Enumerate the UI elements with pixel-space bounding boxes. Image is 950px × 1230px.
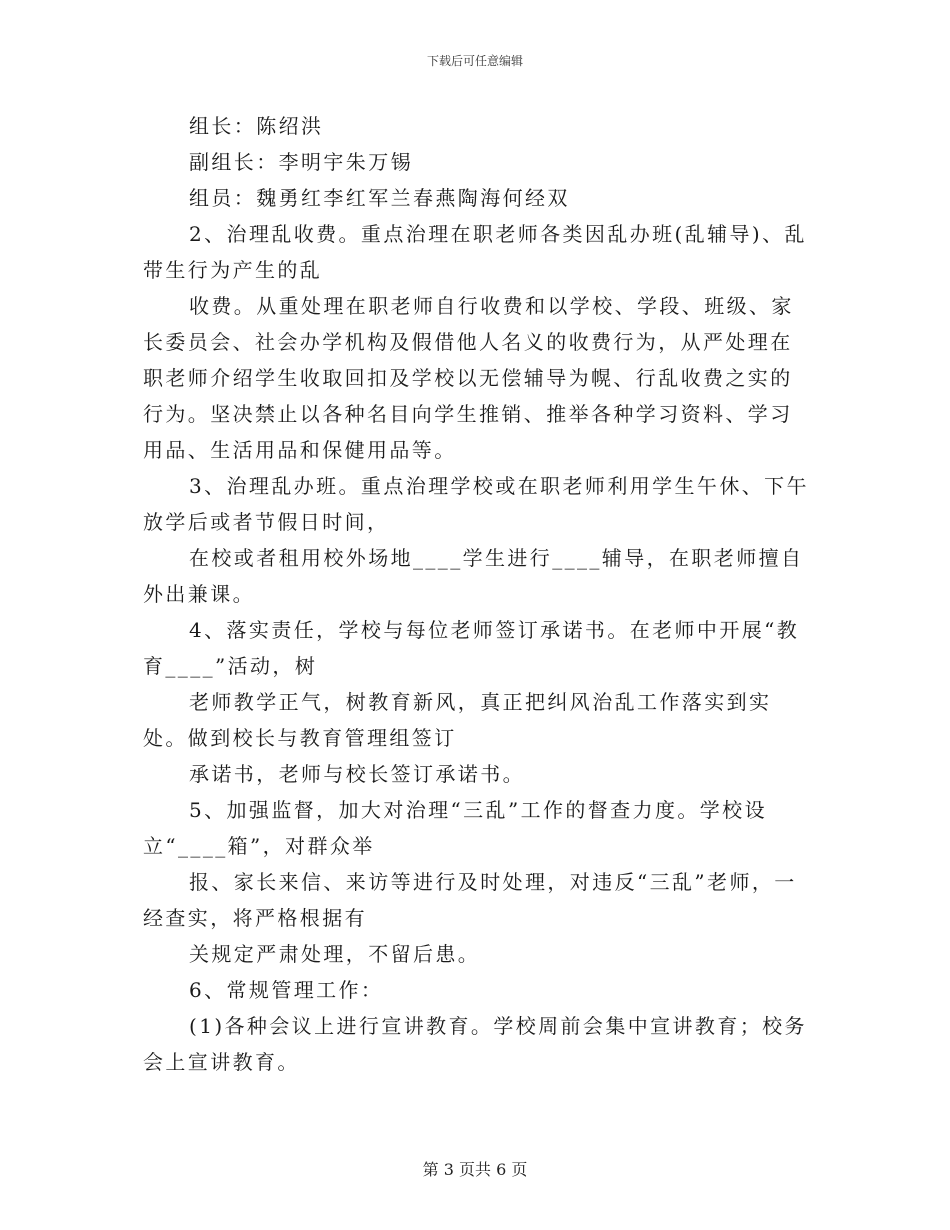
paragraph-leader: 组长：陈绍洪: [189, 114, 324, 138]
paragraph-item-2-body: 收费。从重处理在职老师自行收费和以学校、学段、班级、家长委员会、社会办学机构及假借他人名义的收费行为，从严处理在职老师介绍学生收取回扣及学校以无偿辅导为幌、行乱收费之实的行为。坚决禁止以各种名目向学生推销、推举各种学习资料、学习用品、生活用品和保健用品等。: [143, 294, 794, 462]
paragraph-item-6-sub-1: (1)各种会议上进行宣讲教育。学校周前会集中宣讲教育；校务会上宣讲教育。: [143, 1014, 807, 1074]
page-header-note: 下载后可任意编辑: [426, 54, 523, 68]
paragraph-item-5-body: 报、家长来信、来访等进行及时处理，对违反“三乱”老师，一经查实，将严格根据有: [143, 870, 797, 930]
paragraph-item-6-heading: 6、常规管理工作：: [189, 978, 384, 1002]
paragraph-item-4-heading: 4、落实责任，学校与每位老师签订承诺书。在老师中开展“教育____”活动，树: [143, 618, 800, 678]
paragraph-item-3-heading: 3、治理乱办班。重点治理学校或在职老师利用学生午休、下午放学后或者节假日时间，: [143, 474, 809, 534]
document-body: [143, 108, 810, 1080]
paragraph-item-5-heading: 5、加强监督，加大对治理“三乱”工作的督查力度。学校设立“____箱”，对群众举: [143, 798, 767, 858]
paragraph-members: 组员：魏勇红李红军兰春燕陶海何经双: [189, 186, 570, 210]
paragraph-item-4-body: 老师教学正气，树教育新风，真正把纠风治乱工作落实到实处。做到校长与教育管理组签订: [143, 690, 772, 750]
paragraph-vice-leader: 副组长：李明宇朱万锡: [189, 150, 413, 174]
paragraph-item-2-heading: 2、治理乱收费。重点治理在职老师各类因乱办班(乱辅导)、乱带生行为产生的乱: [143, 222, 807, 282]
paragraph-item-3-body: 在校或者租用校外场地____学生进行____辅导，在职老师擅自外出兼课。: [143, 546, 804, 606]
paragraph-item-4-tail: 承诺书，老师与校长签订承诺书。: [189, 762, 525, 786]
page-footer-number: 第 3 页共 6 页: [422, 1160, 528, 1179]
paragraph-item-5-tail: 关规定严肃处理，不留后患。: [189, 942, 481, 966]
